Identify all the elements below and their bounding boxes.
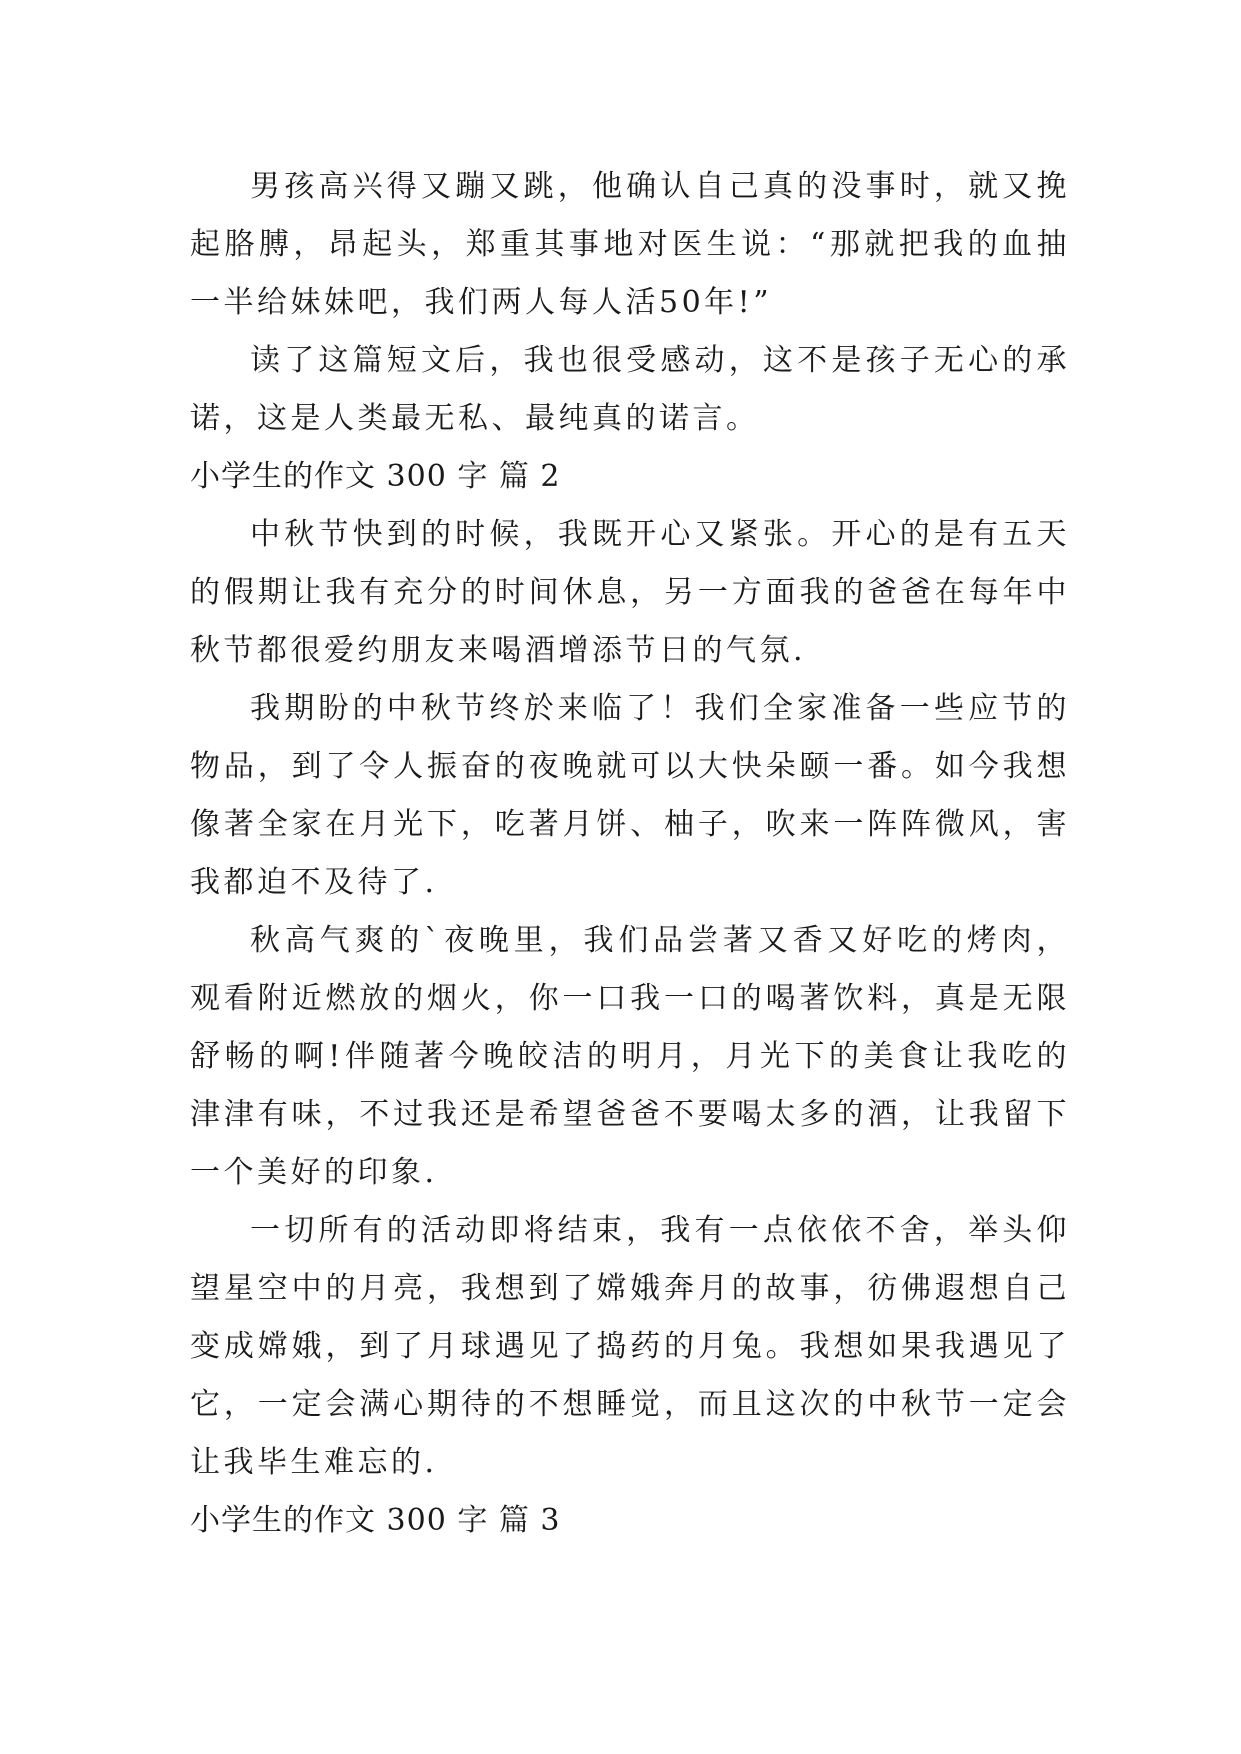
essay-heading-2: 小学生的作文 300 字 篇 2 bbox=[190, 459, 561, 494]
paragraph-autumn-night: 秋高气爽的`夜晚里，我们品尝著又香又好吃的烤肉，观看附近燃放的烟火，你一口我一口的喝著饮料，真是无限舒畅的啊!伴随著今晚皎洁的明月，月光下的美食让我吃的津津有味，不过我还是希望爸爸不要喝太多的酒，让我留下一个美好的印象. bbox=[190, 923, 1070, 1190]
essay-heading-3: 小学生的作文 300 字 篇 3 bbox=[190, 1503, 561, 1538]
paragraph-ending-moon: 一切所有的活动即将结束，我有一点依依不舍，举头仰望星空中的月亮，我想到了嫦娥奔月的故事，彷佛遐想自己变成嫦娥，到了月球遇见了捣药的月兔。我想如果我遇见了它，一定会满心期待的不想睡觉，而且这次的中秋节一定会让我毕生难忘的. bbox=[190, 1213, 1070, 1480]
paragraph-mid-autumn-intro: 中秋节快到的时候，我既开心又紧张。开心的是有五天的假期让我有充分的时间休息，另一方面我的爸爸在每年中秋节都很爱约朋友来喝酒增添节日的气氛. bbox=[190, 517, 1070, 668]
paragraph-reflection: 读了这篇短文后，我也很受感动，这不是孩子无心的承诺，这是人类最无私、最纯真的诺言。 bbox=[190, 343, 1070, 436]
paragraph-mid-autumn-arrival: 我期盼的中秋节终於来临了！我们全家准备一些应节的物品，到了令人振奋的夜晚就可以大快朵颐一番。如今我想像著全家在月光下，吃著月饼、柚子，吹来一阵阵微风，害我都迫不及待了. bbox=[190, 691, 1070, 900]
document-body bbox=[190, 158, 1070, 1550]
paragraph-boy-story-ending: 男孩高兴得又蹦又跳，他确认自己真的没事时，就又挽起胳膊，昂起头，郑重其事地对医生说：“那就把我的血抽一半给妹妹吧，我们两人每人活50年!” bbox=[190, 169, 1070, 320]
